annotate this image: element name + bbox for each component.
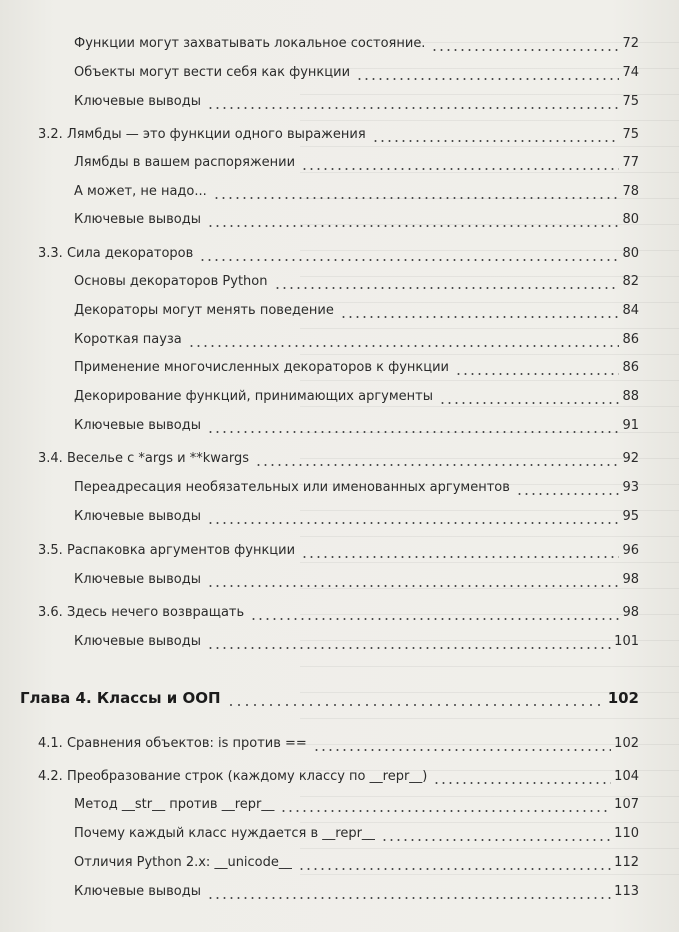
toc-entry — [0, 147, 679, 171]
dot-leader — [372, 127, 620, 143]
toc-section-page: 75 — [622, 127, 639, 142]
toc-section-page: 96 — [622, 543, 639, 558]
toc-entry-page: 86 — [622, 360, 639, 375]
toc-entry — [0, 324, 679, 348]
toc-entry-title: Объекты могут вести себя как функции — [74, 65, 351, 80]
toc-chapter — [0, 680, 679, 708]
dot-leader — [340, 303, 620, 319]
toc-entry — [0, 266, 679, 290]
dot-leader — [207, 634, 611, 650]
toc-section-page: 92 — [622, 451, 639, 466]
toc-section — [0, 728, 679, 752]
toc-entry-page: 74 — [622, 65, 639, 80]
toc-entry — [0, 501, 679, 525]
toc-entry — [0, 410, 679, 434]
toc-entry — [0, 57, 679, 81]
toc-section — [0, 535, 679, 559]
toc-entry — [0, 847, 679, 871]
toc-entry — [0, 818, 679, 842]
dot-leader — [431, 36, 619, 52]
toc-chapter-page: 102 — [607, 689, 639, 707]
toc-entry — [0, 295, 679, 319]
dot-leader — [188, 332, 620, 348]
toc-entry-page: 93 — [622, 480, 639, 495]
toc-chapter-title: Глава 4. Классы и ООП — [20, 689, 221, 707]
toc-section — [0, 597, 679, 621]
toc-entry — [0, 381, 679, 405]
dot-leader — [516, 480, 620, 496]
toc-entry — [0, 204, 679, 228]
toc-entry-title: Ключевые выводы — [74, 572, 202, 587]
toc-entry-page: 72 — [622, 36, 639, 51]
toc-entry-title: Отличия Python 2.x: __unicode__ — [74, 855, 292, 870]
dot-leader — [207, 509, 619, 525]
toc-entry-page: 95 — [622, 509, 639, 524]
toc-entry — [0, 789, 679, 813]
dot-leader — [356, 65, 619, 81]
toc-entry-title: Ключевые выводы — [74, 884, 202, 899]
toc-entry-page: 91 — [622, 418, 639, 433]
toc-section — [0, 238, 679, 262]
dot-leader — [207, 418, 619, 434]
dot-leader — [213, 184, 620, 200]
toc-entry — [0, 472, 679, 496]
toc-entry-title: Декорирование функций, принимающих аргументы — [74, 389, 434, 404]
toc-entry-page: 88 — [622, 389, 639, 404]
toc-entry-title: Переадресация необязательных или именованных аргументов — [74, 480, 510, 495]
toc-entry-title: А может, не надо... — [74, 184, 207, 199]
toc-entry-page: 113 — [614, 884, 639, 899]
toc-section-page: 98 — [622, 605, 639, 620]
toc-entry-title: Применение многочисленных декораторов к функции — [74, 360, 450, 375]
toc-section-title: 3.3. Сила декораторов — [38, 246, 194, 261]
toc-entry-page: 107 — [614, 797, 639, 812]
dot-leader — [250, 605, 619, 621]
dot-leader — [301, 155, 619, 171]
toc-section — [0, 761, 679, 785]
toc-entry-title: Декораторы могут менять поведение — [74, 303, 334, 318]
dot-leader — [199, 246, 619, 262]
toc-entry-title: Ключевые выводы — [74, 418, 202, 433]
toc-entry-title: Метод __str__ против __repr__ — [74, 797, 275, 812]
toc-entry — [0, 564, 679, 588]
toc-entry-page: 86 — [622, 332, 639, 347]
toc-section — [0, 443, 679, 467]
dot-leader — [455, 360, 619, 376]
dot-leader — [280, 797, 611, 813]
toc-section-page: 104 — [614, 769, 639, 784]
toc-section-page: 102 — [614, 736, 639, 751]
toc-entry-title: Ключевые выводы — [74, 94, 202, 109]
toc-entry-page: 80 — [622, 212, 639, 227]
toc-entry-page: 78 — [622, 184, 639, 199]
toc-section-title: 3.5. Распаковка аргументов функции — [38, 543, 296, 558]
dot-leader — [207, 94, 619, 110]
dot-leader — [207, 884, 611, 900]
dot-leader — [381, 826, 611, 842]
toc-entry-title: Ключевые выводы — [74, 509, 202, 524]
toc-entry-title: Функции могут захватывать локальное состояние. — [74, 36, 426, 51]
toc-entry — [0, 86, 679, 110]
dot-leader — [433, 769, 611, 785]
toc-entry-title: Лямбды в вашем распоряжении — [74, 155, 296, 170]
toc-entry — [0, 876, 679, 900]
dot-leader — [301, 543, 619, 559]
dot-leader — [439, 389, 619, 405]
toc-entry-page: 84 — [622, 303, 639, 318]
toc-section-title: 4.2. Преобразование строк (каждому классу по __repr__) — [38, 769, 428, 784]
dot-leader — [207, 572, 619, 588]
toc-section — [0, 119, 679, 143]
toc-entry-page: 112 — [614, 855, 639, 870]
toc-entry-title: Ключевые выводы — [74, 212, 202, 227]
toc-entry-title: Почему каждый класс нуждается в __repr__ — [74, 826, 375, 841]
toc-entry-title: Короткая пауза — [74, 332, 182, 347]
toc-entry-page: 82 — [622, 274, 639, 289]
dot-leader — [274, 274, 620, 290]
toc-entry-page: 77 — [622, 155, 639, 170]
toc-entry — [0, 28, 679, 52]
toc-section-title: 3.6. Здесь нечего возвращать — [38, 605, 245, 620]
toc-entry-page: 101 — [614, 634, 639, 649]
toc-entry — [0, 176, 679, 200]
toc-section-title: 3.4. Веселье с *args и **kwargs — [38, 451, 249, 466]
toc-entry-title: Основы декораторов Python — [74, 274, 268, 289]
toc-entry-page: 98 — [622, 572, 639, 587]
dot-leader — [207, 212, 619, 228]
toc-entry — [0, 626, 679, 650]
toc-section-title: 3.2. Лямбды — это функции одного выражения — [38, 127, 366, 142]
toc-entry-page: 110 — [614, 826, 639, 841]
dot-leader — [255, 451, 619, 467]
dot-leader — [227, 688, 605, 708]
toc-entry-title: Ключевые выводы — [74, 634, 202, 649]
dot-leader — [298, 855, 611, 871]
toc-section-title: 4.1. Сравнения объектов: is против == — [38, 736, 307, 751]
toc-entry — [0, 352, 679, 376]
toc-entry-page: 75 — [622, 94, 639, 109]
dot-leader — [313, 736, 611, 752]
toc-section-page: 80 — [622, 246, 639, 261]
